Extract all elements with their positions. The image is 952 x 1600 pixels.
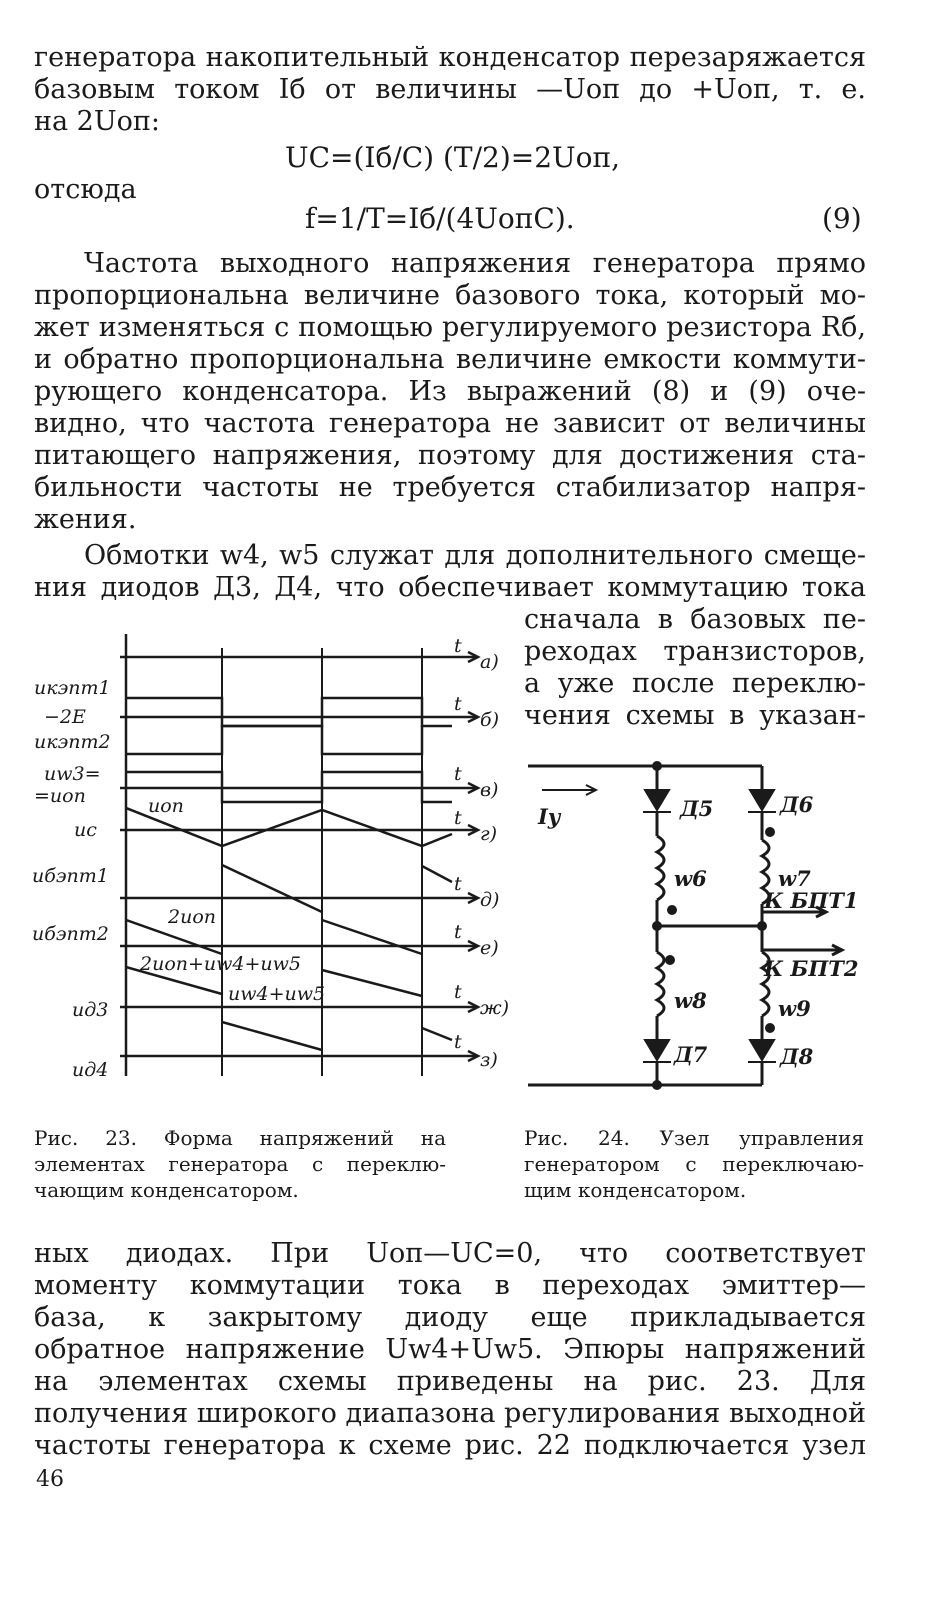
row-letter: ж) [480,997,510,1019]
label-u-w3: uw3= [44,763,101,785]
text-line: генератора накопительный конденсатор перезаряжается [34,42,866,73]
text-line: сначала в базовых пе- [524,604,866,635]
figure-23-caption: Рис. 23. Форма напряжений на [34,1126,446,1150]
text-line: база, к закрытому диоду еще прикладывается [34,1302,866,1333]
label-k-bpt2: К БПТ2 [764,956,859,981]
label-u-kept1: uкэпт1 [34,677,111,699]
text-line: получения широкого диапазона регулирования выходной [34,1398,866,1429]
row-letter: а) [480,651,499,673]
label-sum: 2uоп+uw4+uw5 [140,953,302,975]
label-eq-u-op: =uоп [34,785,86,807]
row-letter: б) [480,709,500,731]
label-u-c: uc [74,819,97,841]
equation-number: (9) [822,202,862,235]
text-line: частоты генератора к схеме рис. 22 подключается узел [34,1430,866,1461]
label-2u-op: 2uоп [168,906,217,928]
label-t: t [454,635,462,657]
figure-24-caption: Рис. 24. Узел управления [524,1126,864,1150]
text-line: и обратно пропорциональна величине емкости коммути- [34,344,866,375]
label-w8: w8 [674,988,707,1013]
text-line: пропорциональна величине базового тока, который мо- [34,280,866,311]
label-i-y: Iу [538,804,561,829]
text-line: видно, что частота генератора не зависит от величины [34,408,866,439]
label-u-op: uоп [148,795,184,817]
label-u-d3: uд3 [72,999,109,1021]
text-line: бильности частоты не требуется стабилизатор напря- [34,472,866,503]
text-line: моменту коммутации тока в переходах эмиттер— [34,1270,866,1301]
text-line: Частота выходного напряжения генератора прямо [84,248,866,279]
text-line: обратное напряжение Uw4+Uw5. Эпюры напряжений [34,1334,866,1365]
row-letter: в) [480,779,499,801]
text-line: реходах транзисторов, [524,636,866,667]
label-k-bpt1: К БПТ1 [764,888,859,913]
label-t: t [454,1031,462,1053]
row-letter: е) [480,937,499,959]
label-w7: w7 [778,866,811,891]
label-t: t [454,981,462,1003]
label-d7: Д7 [674,1042,708,1067]
figure-24-caption: генератором с переключаю- [524,1152,864,1176]
text-line: на 2Uоп: [34,106,160,137]
label-w-sum: uw4+uw5 [228,983,326,1005]
label-u-bept1: uбэпт1 [32,865,109,887]
label-u-bept2: uбэпт2 [32,923,109,945]
row-letter: з) [480,1049,498,1071]
text-line: питающего напряжения, поэтому для достижения ста- [34,440,866,471]
row-letter: д) [480,889,500,911]
text-line: базовым током Iб от величины —Uоп до +Uоп, т. е. [34,74,866,105]
label-t: t [454,921,462,943]
label-u-d4: uд4 [72,1059,109,1081]
figure-23-waveforms [30,630,510,1090]
text-line: жения. [34,504,137,535]
label-t: t [454,807,462,829]
figure-23-caption: чающим конденсатором. [34,1178,299,1202]
label-w9: w9 [778,996,811,1021]
text-line: на элементах схемы приведены на рис. 23. Для [34,1366,866,1397]
formula-frequency: f=1/T=Iб/(4UопC). [305,202,575,235]
text-line: рующего конденсатора. Из выражений (8) и (9) оче- [34,376,866,407]
text-line: жет изменяться с помощью регулируемого резистора Rб, [34,312,866,343]
label-minus-2e: −2E [44,706,86,728]
formula-uc: UC=(Iб/C) (T/2)=2Uоп, [285,141,621,174]
label-t: t [454,873,462,895]
text-line: чения схемы в указан- [524,700,866,731]
text-line: отсюда [34,174,137,205]
row-letter: г) [480,823,498,845]
figure-24-circuit [524,740,864,1100]
label-d5: Д5 [680,796,714,821]
label-t: t [454,693,462,715]
text-line: а уже после переклю- [524,668,866,699]
label-d6: Д6 [780,792,814,817]
label-u-kept2: uкэпт2 [34,731,111,753]
figure-24-caption: щим конденсатором. [524,1178,747,1202]
label-t: t [454,763,462,785]
text-line: Обмотки w4, w5 служат для дополнительного смеще- [84,540,866,571]
text-line: ных диодах. При Uоп—UC=0, что соответствует [34,1238,866,1269]
page-number: 46 [36,1467,64,1492]
label-d8: Д8 [780,1044,814,1069]
figure-23-caption: элементах генератора с переклю- [34,1152,446,1176]
label-w6: w6 [674,866,707,891]
text-line: ния диодов Д3, Д4, что обеспечивает коммутацию тока [34,572,866,603]
